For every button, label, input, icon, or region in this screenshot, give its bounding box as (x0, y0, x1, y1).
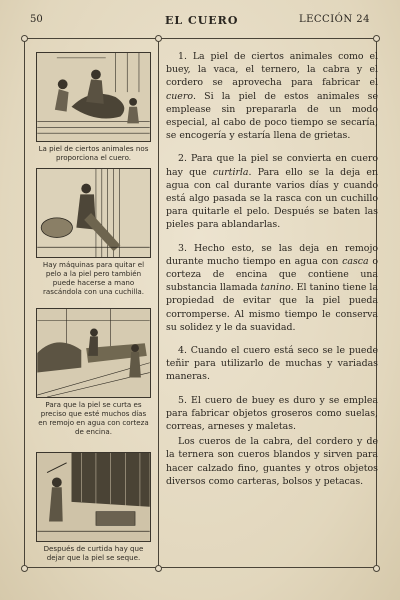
tanning-pits-illustration (36, 308, 151, 398)
frame-corner-ornament (21, 35, 28, 42)
emphasized-term: curtirla (212, 166, 249, 178)
paragraph-2 (166, 152, 378, 231)
paragraph-1 (166, 50, 378, 142)
figure-2 (36, 168, 151, 296)
figure-caption: Hay máquinas para quitar el pelo a la piel pero también puede hacerse a mano rascándola con una cuchilla. (42, 260, 145, 296)
figure-caption: Después de curtida hay que dejar que la piel se seque. (43, 544, 144, 562)
paragraph-text: o corteza de encina que contiene una substancia llamada (166, 255, 379, 294)
figure-1 (36, 52, 151, 162)
page-number: 50 (30, 14, 43, 25)
emphasized-term: cuero (166, 90, 193, 102)
skinning-scene-illustration (36, 52, 151, 142)
frame-corner-ornament (21, 565, 28, 572)
lesson-label: LECCIÓN 24 (298, 14, 370, 25)
paragraph-3 (166, 242, 378, 334)
dehairing-machine-illustration (36, 168, 151, 258)
figure-3 (36, 308, 151, 436)
frame-corner-ornament (155, 565, 162, 572)
frame-corner-ornament (373, 35, 380, 42)
column-divider (158, 38, 159, 568)
page-header (0, 14, 400, 30)
paragraph-5: 5. El cuero de buey es duro y se emplea para fabricar objetos groseros como suelas, correas, arneses y maletas. (166, 394, 378, 433)
paragraph-4: 4. Cuando el cuero está seco se le puede teñir para utilizarlo de muchas y variadas maneras. (166, 345, 378, 383)
figure-caption: Para que la piel se curta es preciso que esté muchos días en remojo en agua con corteza de encina. (38, 400, 149, 436)
paragraph-6: Los cueros de la cabra, del cordero y de la ternera son cueros blandos y sirven para hacer calzado fino, guantes y otros objetos diversos como carteras, bolsos y petacas. (166, 436, 378, 487)
paragraph-text: 3. Hecho esto, se las deja en remojo durante mucho tiempo en agua con (166, 242, 378, 267)
paragraph-text: . Para ello se la deja en agua con cal durante varios días y cuando está algo pasada se la rasca con un cuchillo para quitarle el pelo. Después se baten las pieles para ablandarlas. (166, 166, 378, 231)
paragraph-text: 2. Para que la piel se convierta en cuero hay que (166, 153, 378, 178)
emphasized-term: tanino (260, 282, 291, 294)
lesson-text (166, 50, 378, 498)
frame-corner-ornament (155, 35, 162, 42)
frame-corner-ornament (373, 565, 380, 572)
paragraph-text: 1. La piel de ciertos animales como el buey, la vaca, el ternero, la cabra y el cordero se aprovecha para fabricar el (166, 51, 378, 89)
chapter-title: EL CUERO (165, 14, 239, 27)
emphasized-term: casca (342, 255, 369, 267)
drying-room-illustration (36, 452, 151, 542)
figure-caption: La piel de ciertos animales nos proporciona el cuero. (38, 144, 149, 162)
figure-4 (36, 452, 151, 562)
paragraph-text: . Si la piel de estos animales se emplease sin prepararla de un modo especial, al cabo de poco tiempo se secaría, se encogería y estaría llena de grietas. (166, 90, 378, 142)
paragraph-text: . El tanino tiene la propiedad de evitar que la piel pueda corromperse. Al mismo tiempo le conserva su solidez y le da suavidad. (166, 282, 378, 333)
